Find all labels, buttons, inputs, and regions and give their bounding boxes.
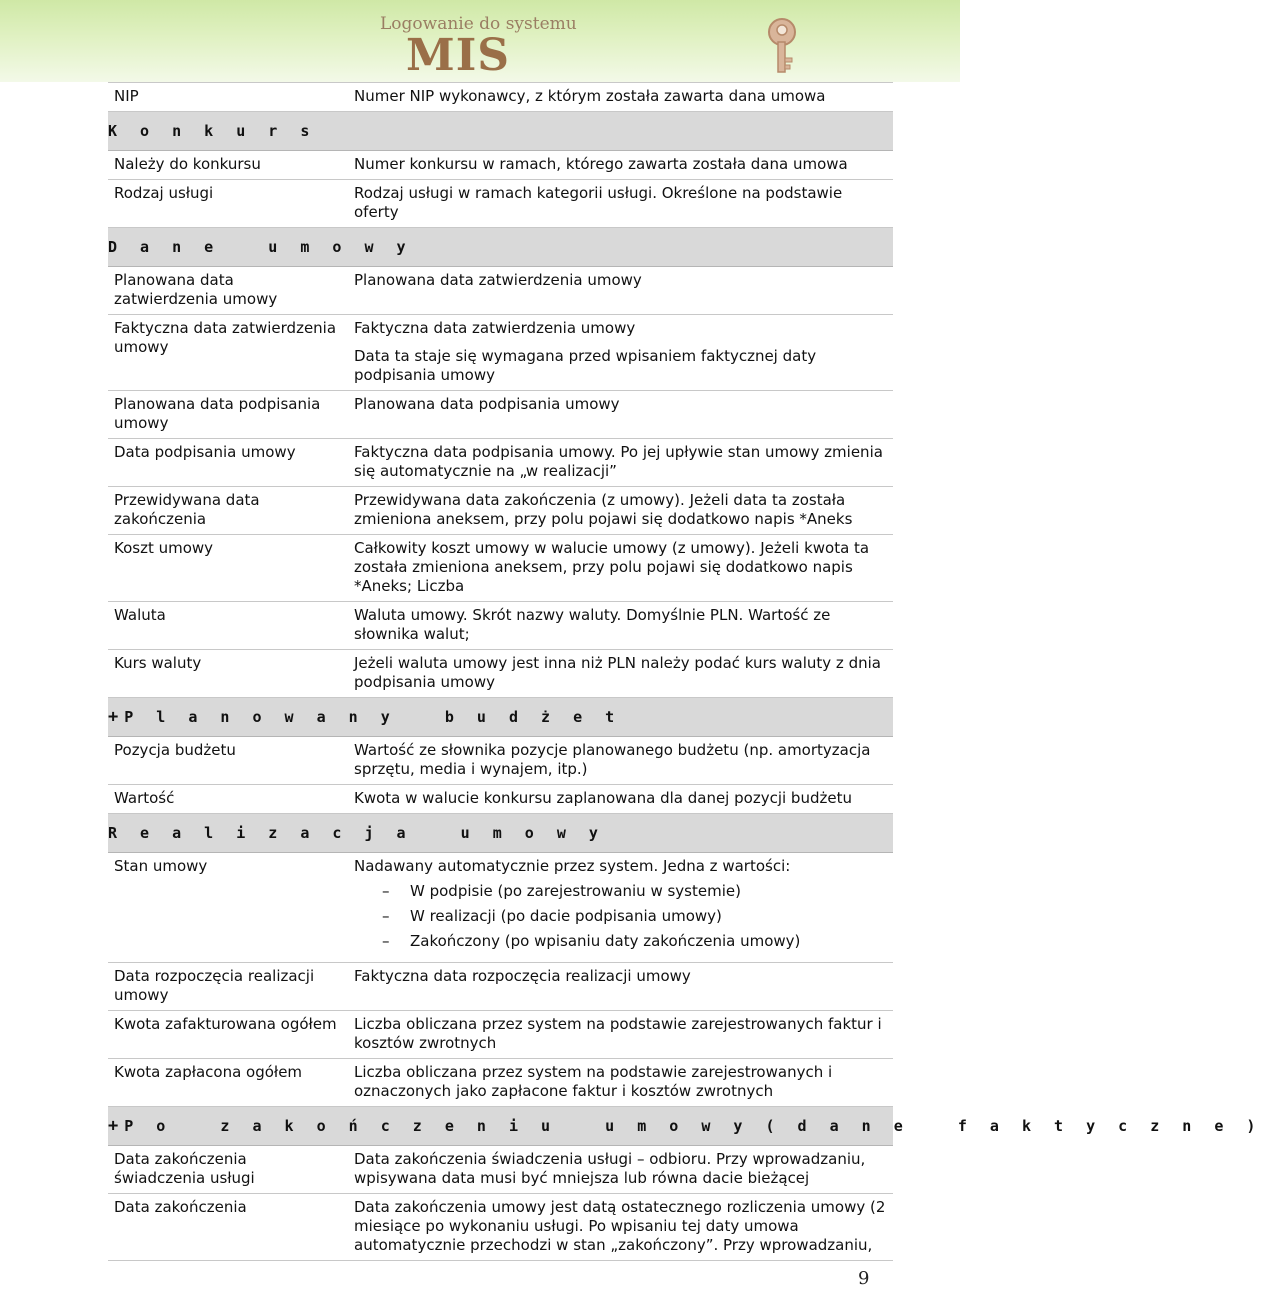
field-label: Faktyczna data zatwierdzenia umowy xyxy=(114,319,337,356)
table-row xyxy=(108,650,893,698)
table-row xyxy=(108,963,893,1011)
field-label: Data podpisania umowy xyxy=(114,443,296,461)
section-title: K o n k u r s xyxy=(108,122,317,140)
dash-bullet: – xyxy=(382,932,390,950)
expand-plus-icon[interactable]: + xyxy=(108,707,119,727)
table-row xyxy=(108,1011,893,1059)
field-description xyxy=(348,853,893,962)
field-description: Liczba obliczana przez system na podstawie zarejestrowanych faktur i kosztów zwrotnych xyxy=(354,1015,882,1052)
description-line: Faktyczna data zatwierdzenia umowy xyxy=(354,319,636,337)
list-item xyxy=(382,932,887,951)
field-label: Planowana data zatwierdzenia umowy xyxy=(114,271,278,308)
key-icon xyxy=(762,14,802,76)
field-description: Numer NIP wykonawcy, z którym została zawarta dana umowa xyxy=(354,87,826,105)
field-label: Należy do konkursu xyxy=(114,155,261,173)
section-header-konkurs xyxy=(108,112,893,151)
table-row xyxy=(108,315,893,391)
header-title: MIS xyxy=(406,30,511,81)
expand-plus-icon[interactable]: + xyxy=(108,1116,119,1136)
table-row xyxy=(108,439,893,487)
field-description: Numer konkursu w ramach, którego zawarta została dana umowa xyxy=(354,155,848,173)
status-value-list xyxy=(354,882,887,951)
field-description: Rodzaj usługi w ramach kategorii usługi. Określone na podstawie oferty xyxy=(354,184,843,221)
table-row xyxy=(108,151,893,180)
header-subtitle: Logowanie do systemu xyxy=(380,14,577,34)
page-number: 9 xyxy=(858,1268,870,1289)
table-row xyxy=(108,267,893,315)
field-label: Data zakończenia xyxy=(114,1198,247,1216)
field-label: Przewidywana data zakończenia xyxy=(114,491,260,528)
header-banner xyxy=(0,0,960,82)
table-row xyxy=(108,82,893,112)
field-label: Data rozpoczęcia realizacji umowy xyxy=(114,967,315,1004)
table-row xyxy=(108,1194,893,1261)
field-label: Kwota zapłacona ogółem xyxy=(114,1063,303,1081)
field-label: Kwota zafakturowana ogółem xyxy=(114,1015,337,1033)
field-label: NIP xyxy=(114,87,139,105)
dash-bullet: – xyxy=(382,882,390,900)
list-item xyxy=(382,907,887,926)
field-description xyxy=(348,315,893,390)
field-label: Kurs waluty xyxy=(114,654,202,672)
field-description: Przewidywana data zakończenia (z umowy). Jeżeli data ta została zmieniona aneksem, przy polu pojawi się dodatkowo napis *Aneks xyxy=(354,491,853,528)
field-label: Wartość xyxy=(114,789,175,807)
section-title: P l a n o w a n y b u d ż e t xyxy=(124,708,622,726)
table-row xyxy=(108,1059,893,1107)
field-label: Koszt umowy xyxy=(114,539,214,557)
status-value: W podpisie (po zarejestrowaniu w systemie) xyxy=(410,882,741,900)
field-label: Planowana data podpisania umowy xyxy=(114,395,321,432)
table-row xyxy=(108,180,893,228)
status-value: W realizacji (po dacie podpisania umowy) xyxy=(410,907,722,925)
section-header-dane-umowy xyxy=(108,228,893,267)
field-label: Waluta xyxy=(114,606,166,624)
field-description: Całkowity koszt umowy w walucie umowy (z umowy). Jeżeli kwota ta została zmieniona aneksem, przy polu pojawi się dodatkowo napis *Aneks; Liczba xyxy=(354,539,870,595)
field-description: Planowana data zatwierdzenia umowy xyxy=(354,271,642,289)
section-title: P o z a k o ń c z e n i u u m o w y ( d a n e f a k t y c z n e ) xyxy=(124,1117,1262,1135)
field-description: Data zakończenia świadczenia usługi – odbioru. Przy wprowadzaniu, wpisywana data musi być mniejsza lub równa dacie bieżącej xyxy=(354,1150,866,1187)
field-description: Waluta umowy. Skrót nazwy waluty. Domyślnie PLN. Wartość ze słownika walut; xyxy=(354,606,831,643)
section-header-planowany-budzet[interactable] xyxy=(108,698,893,737)
field-description: Planowana data podpisania umowy xyxy=(354,395,620,413)
table-row xyxy=(108,785,893,814)
field-label: Stan umowy xyxy=(114,857,208,875)
description-note: Data ta staje się wymagana przed wpisaniem faktycznej daty podpisania umowy xyxy=(354,347,817,384)
table-row xyxy=(108,737,893,785)
table-row xyxy=(108,535,893,602)
section-header-realizacja-umowy xyxy=(108,814,893,853)
field-description: Wartość ze słownika pozycje planowanego budżetu (np. amortyzacja sprzętu, media i wynajem, itp.) xyxy=(354,741,871,778)
field-description: Jeżeli waluta umowy jest inna niż PLN należy podać kurs waluty z dnia podpisania umowy xyxy=(354,654,881,691)
table-row xyxy=(108,853,893,963)
field-label: Rodzaj usługi xyxy=(114,184,214,202)
field-description: Faktyczna data rozpoczęcia realizacji umowy xyxy=(354,967,691,985)
field-description: Faktyczna data podpisania umowy. Po jej upływie stan umowy zmienia się automatycznie na „w realizacji” xyxy=(354,443,883,480)
section-title: D a n e u m o w y xyxy=(108,238,413,256)
field-description: Data zakończenia umowy jest datą ostatecznego rozliczenia umowy (2 miesiące po wykonaniu usługi. Po wpisaniu tej daty umowa automatycznie przechodzi w stan „zakończony”. Przy wprowadzaniu, xyxy=(354,1198,886,1254)
field-description-table xyxy=(108,82,1262,1261)
table-row xyxy=(108,391,893,439)
list-item xyxy=(382,882,887,901)
status-value: Zakończony (po wpisaniu daty zakończenia umowy) xyxy=(410,932,801,950)
field-label: Data zakończenia świadczenia usługi xyxy=(114,1150,255,1187)
field-description: Liczba obliczana przez system na podstawie zarejestrowanych i oznaczonych jako zapłacone faktur i kosztów zwrotnych xyxy=(354,1063,833,1100)
description-line: Nadawany automatycznie przez system. Jedna z wartości: xyxy=(354,857,791,875)
section-title: R e a l i z a c j a u m o w y xyxy=(108,824,605,842)
dash-bullet: – xyxy=(382,907,390,925)
table-row xyxy=(108,487,893,535)
field-label: Pozycja budżetu xyxy=(114,741,236,759)
field-description: Kwota w walucie konkursu zaplanowana dla danej pozycji budżetu xyxy=(354,789,852,807)
section-header-po-zakonczeniu[interactable] xyxy=(108,1107,1262,1146)
table-row xyxy=(108,1146,893,1194)
table-row xyxy=(108,602,893,650)
